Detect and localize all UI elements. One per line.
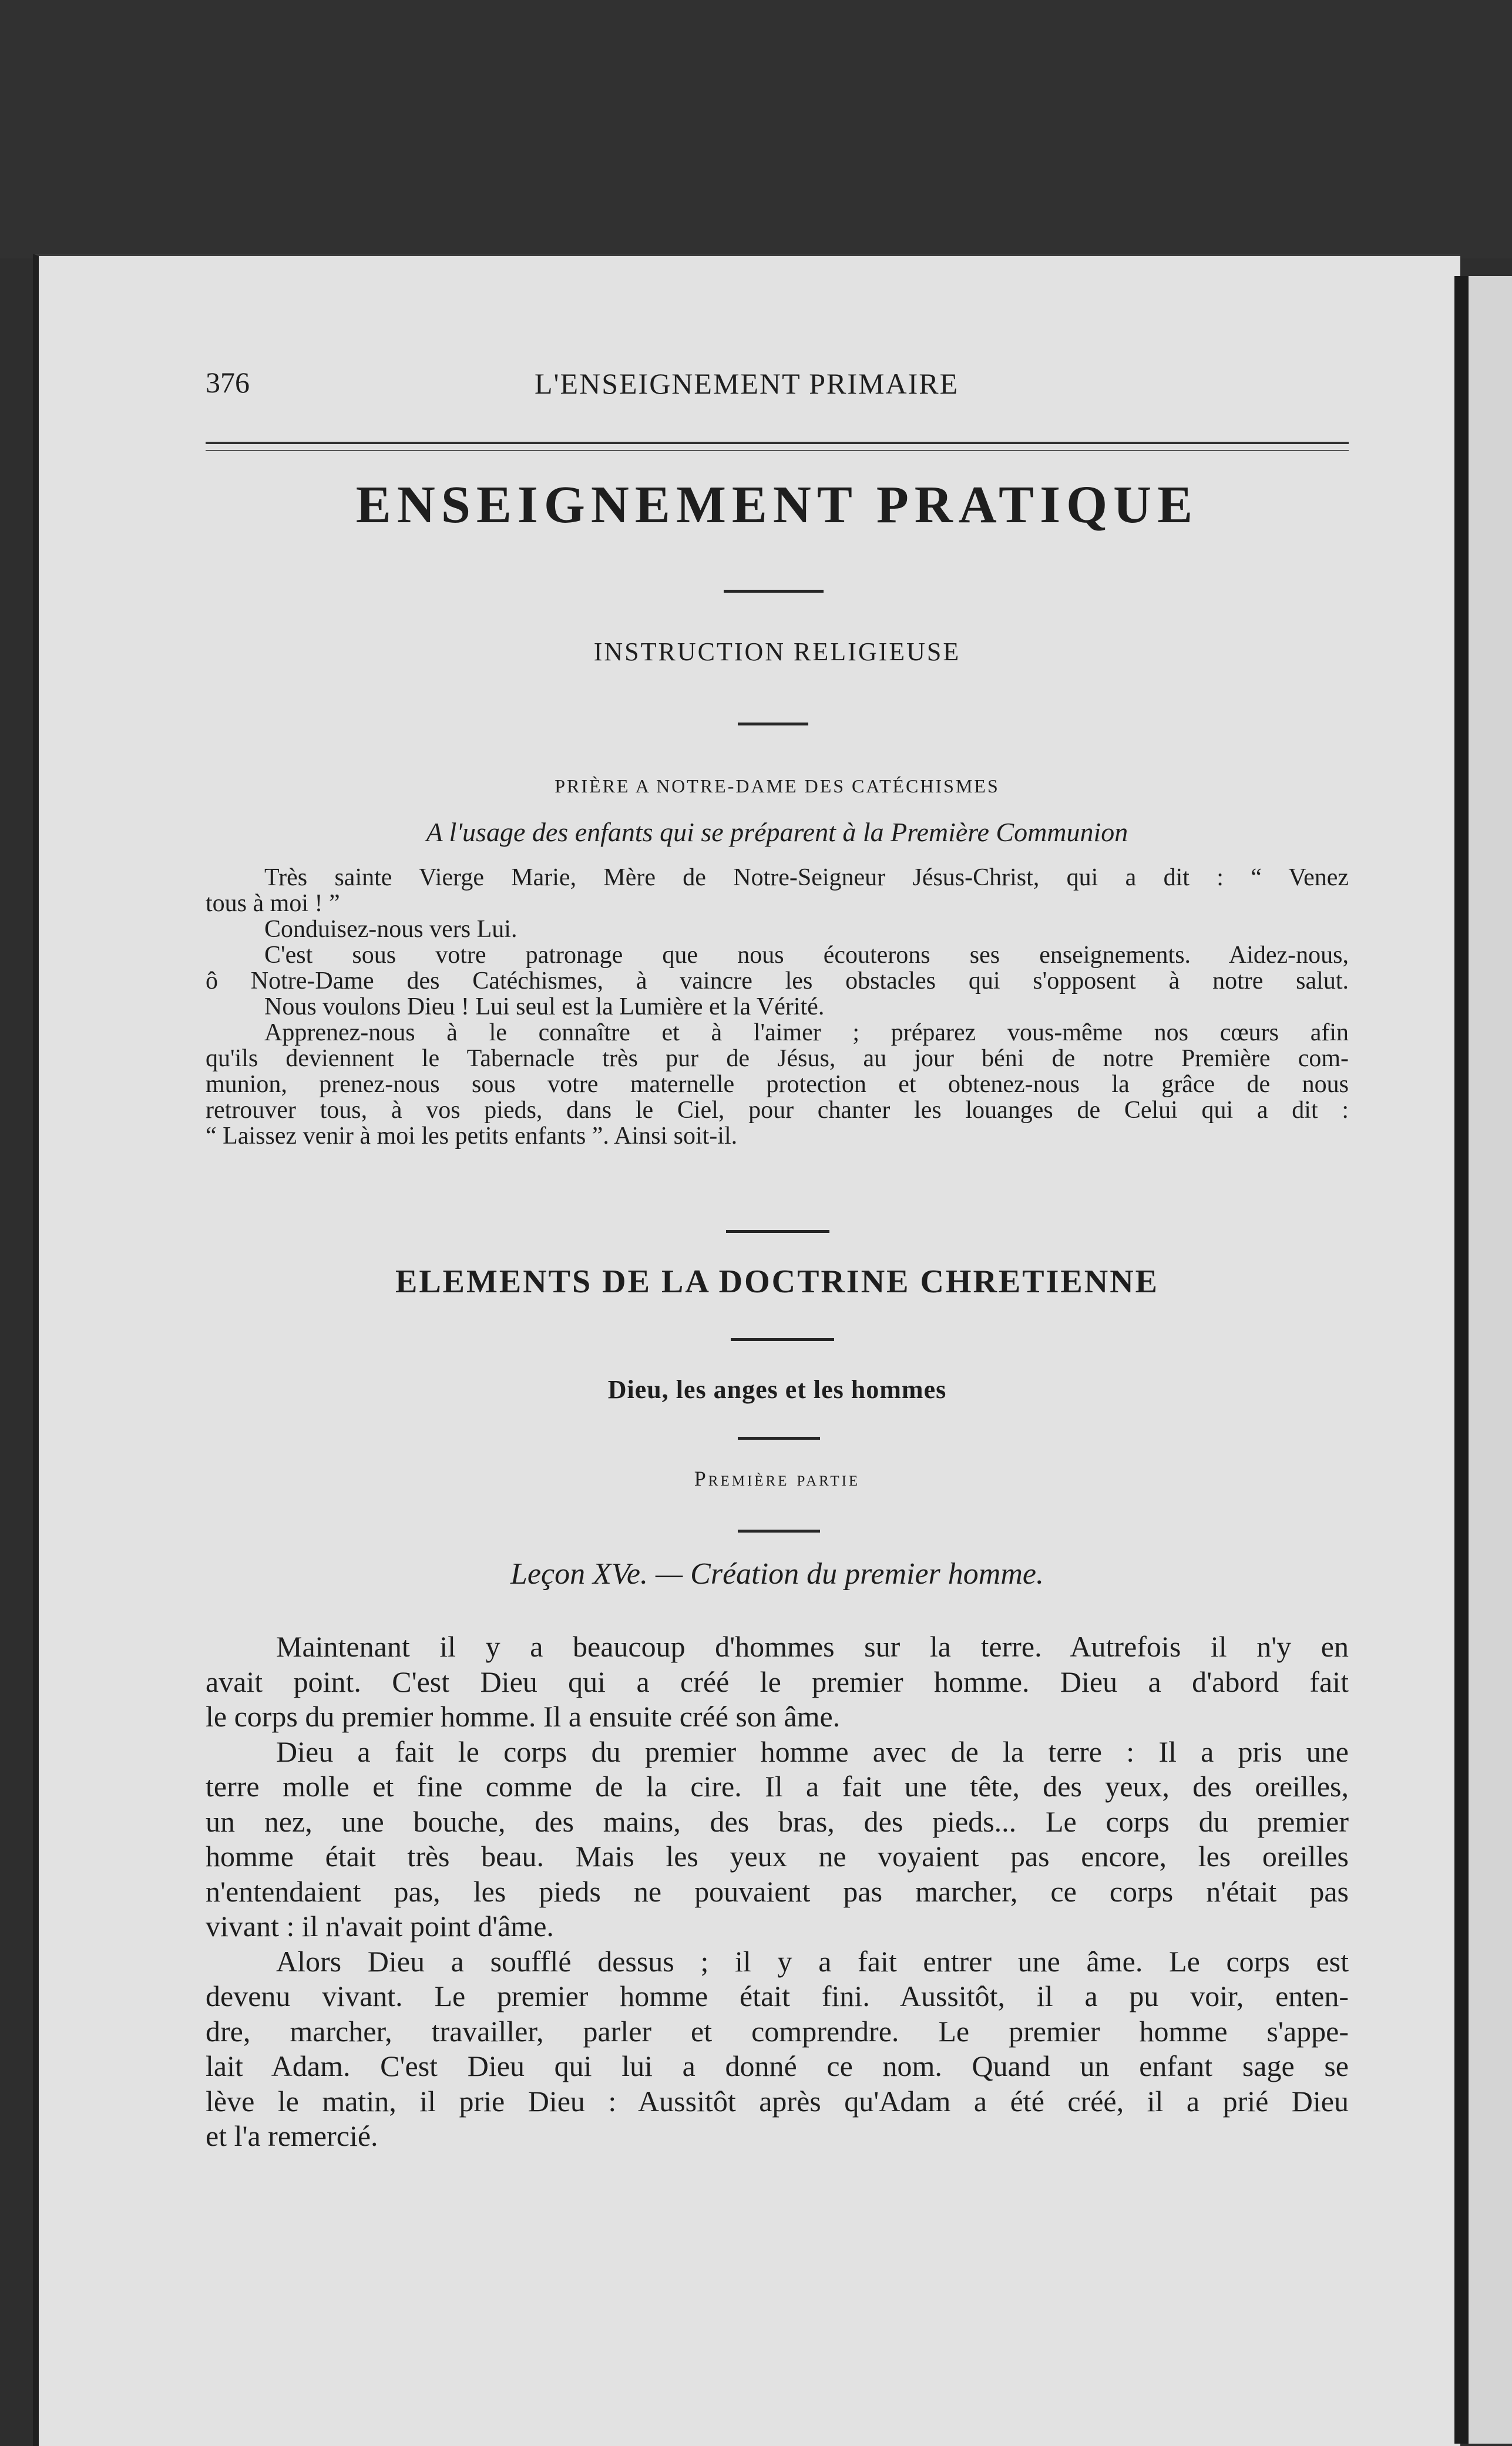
subsection-heading: Dieu, les anges et les hommes	[607, 1375, 947, 1404]
lesson-line: lait Adam. C'est Dieu qui lui a donné ce nom. Quand un enfant sage se	[206, 2049, 1349, 2082]
separator-dash	[724, 590, 824, 593]
separator-dash	[738, 723, 808, 725]
lesson-text	[206, 1629, 1349, 2154]
lesson-line: homme était très beau. Mais les yeux ne voyaient pas encore, les oreilles	[206, 1840, 1349, 1873]
lesson-line: dre, marcher, travailler, parler et comprendre. Le premier homme s'appe-	[206, 2014, 1349, 2048]
header-rule	[206, 442, 1349, 444]
prayer-text	[206, 865, 1349, 1149]
lesson-line: avait point. C'est Dieu qui a créé le premier homme. Dieu a d'abord fait	[206, 1665, 1349, 1698]
lesson-line: le corps du premier homme. Il a ensuite créé son âme.	[206, 1700, 841, 1733]
lesson-line: un nez, une bouche, des mains, des bras, des pieds... Le corps du premier	[206, 1805, 1349, 1838]
separator-dash	[738, 1437, 820, 1440]
lesson-line: devenu vivant. Le premier homme était fini. Aussitôt, il a pu voir, enten-	[206, 1980, 1349, 2012]
separator-dash	[726, 1230, 829, 1233]
prayer-line: retrouver tous, à vos pieds, dans le Ciel, pour chanter les louanges de Celui qui a dit :	[206, 1097, 1349, 1124]
prayer-line: ô Notre-Dame des Catéchismes, à vaincre les obstacles qui s'opposent à notre salut.	[206, 967, 1349, 994]
lesson-line: lève le matin, il prie Dieu : Aussitôt après qu'Adam a été créé, il a prié Dieu	[206, 2084, 1349, 2118]
prayer-line: Apprenez-nous à le connaître et à l'aimer ; préparez vous-même nos cœurs afin	[264, 1019, 1349, 1046]
separator-dash	[738, 1530, 820, 1533]
lesson-line: Alors Dieu a soufflé dessus ; il y a fait entrer une âme. Le corps est	[276, 1944, 1349, 1978]
running-header	[206, 365, 1349, 406]
separator-dash	[731, 1338, 834, 1341]
next-page-edge	[1469, 276, 1512, 2444]
prayer-line: C'est sous votre patronage que nous écouterons ses enseignements. Aidez-nous,	[264, 942, 1349, 969]
prayer-subtitle: A l'usage des enfants qui se préparent à la Première Communion	[426, 817, 1128, 847]
main-title: ENSEIGNEMENT PRATIQUE	[355, 476, 1199, 534]
page-edge-shadow	[1454, 276, 1469, 2444]
lesson-line: Dieu a fait le corps du premier homme avec de la terre : Il a pris une	[276, 1735, 1349, 1768]
page-number: 376	[206, 366, 250, 399]
prayer-line: tous à moi ! ”	[206, 890, 340, 917]
prayer-line: Conduisez-nous vers Lui.	[264, 916, 518, 943]
lesson-line: n'entendaient pas, les pieds ne pouvaient pas marcher, ce corps n'était pas	[206, 1874, 1349, 1908]
prayer-line: qu'ils deviennent le Tabernacle très pur de Jésus, au jour béni de notre Première com-	[206, 1045, 1349, 1072]
prayer-title: PRIÈRE A NOTRE-DAME DES CATÉCHISMES	[555, 775, 1000, 797]
prayer-line: Très sainte Vierge Marie, Mère de Notre-Seigneur Jésus-Christ, qui a dit : “ Venez	[264, 864, 1349, 891]
prayer-line: munion, prenez-nous sous votre maternelle protection et obtenez-nous la grâce de nous	[206, 1071, 1349, 1098]
lesson-line: vivant : il n'avait point d'âme.	[206, 1910, 554, 1943]
prayer-line: Nous voulons Dieu ! Lui seul est la Lumière et la Vérité.	[264, 993, 825, 1020]
prayer-line: “ Laissez venir à moi les petits enfants ”. Ainsi soit-il.	[206, 1123, 738, 1150]
lesson-line: et l'a remercié.	[206, 2119, 378, 2152]
scan-background	[0, 0, 1512, 258]
section-title: INSTRUCTION RELIGIEUSE	[593, 637, 961, 666]
running-title: L'ENSEIGNEMENT PRIMAIRE	[535, 367, 959, 400]
part-heading: Première partie	[694, 1467, 861, 1490]
lesson-title: Leçon XVe. — Création du premier homme.	[510, 1557, 1044, 1591]
lesson-line: terre molle et fine comme de la cire. Il a fait une tête, des yeux, des oreilles,	[206, 1770, 1349, 1803]
lesson-line: Maintenant il y a beaucoup d'hommes sur la terre. Autrefois il n'y en	[276, 1630, 1349, 1663]
header-rule-thin	[206, 450, 1349, 451]
section-heading: ELEMENTS DE LA DOCTRINE CHRETIENNE	[395, 1264, 1160, 1300]
